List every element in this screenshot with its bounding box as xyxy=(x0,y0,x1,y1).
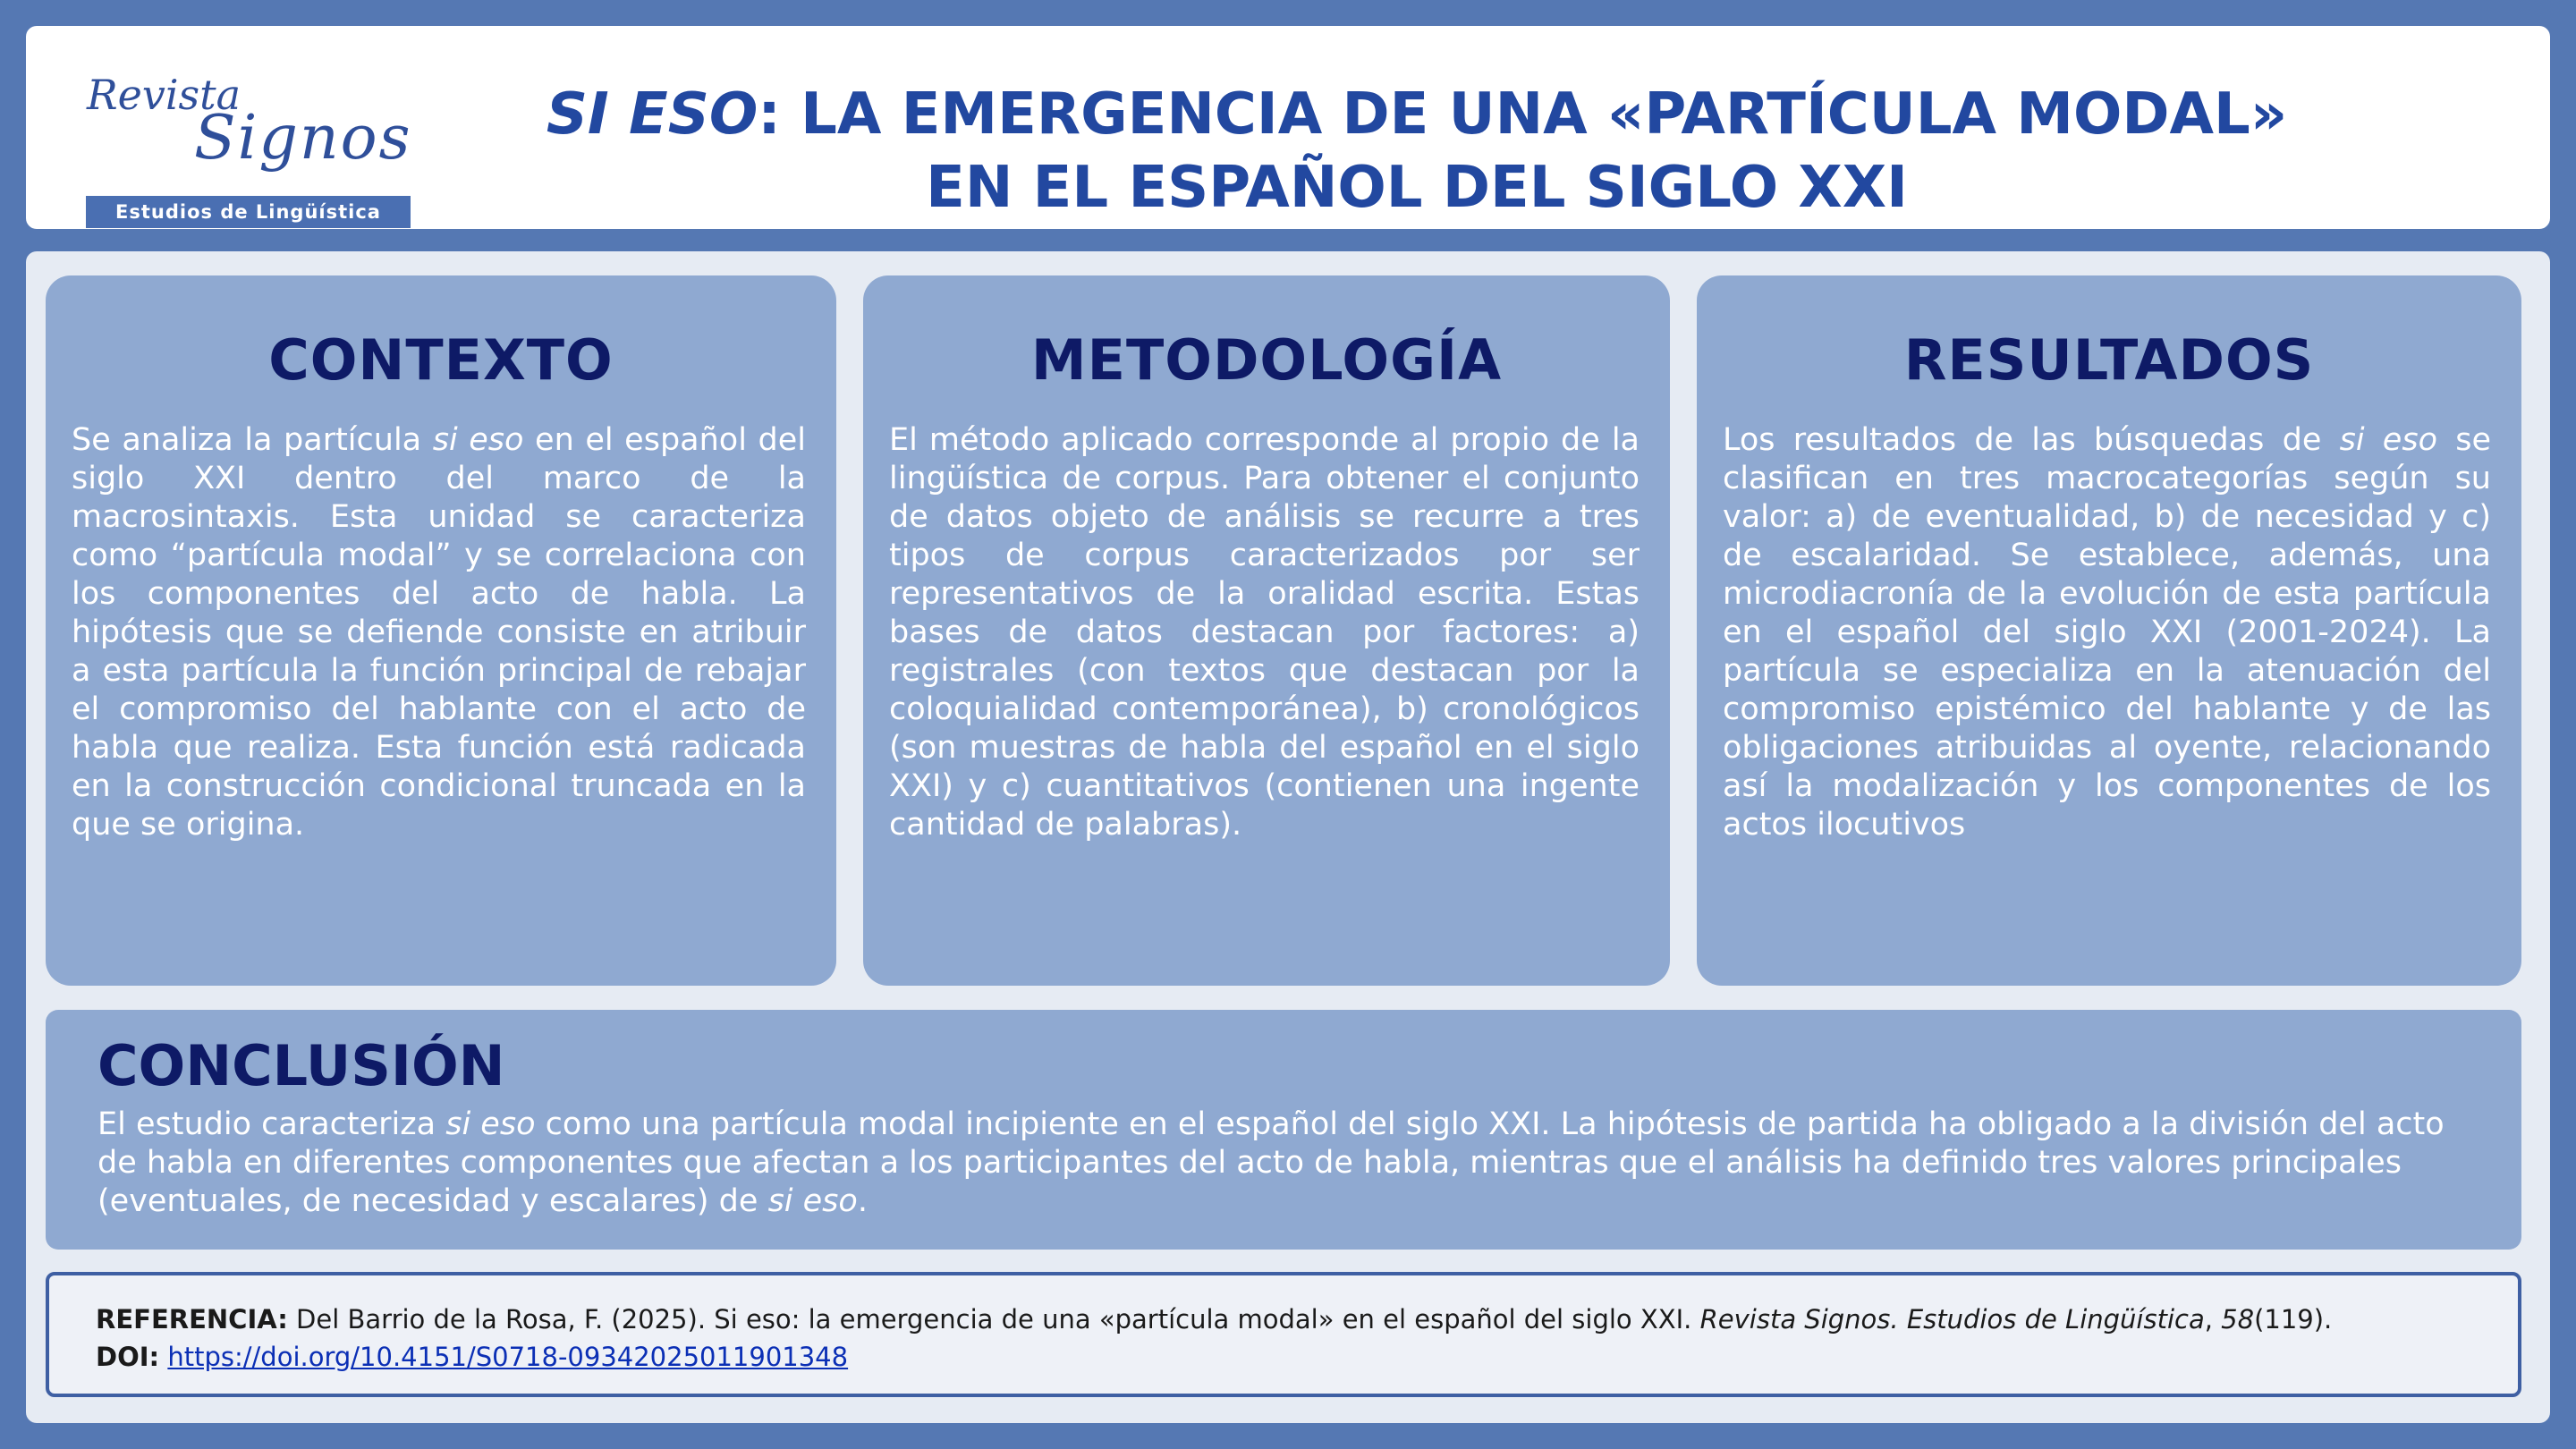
conclusion-heading: CONCLUSIÓN xyxy=(97,1033,505,1098)
resultados-text: Los resultados de las búsquedas de si eso se clasifican en tres macrocategorías según su valor: a) de eventualidad, b) de necesidad y c) de escalaridad. Se establece, además, una microdiacronía de la evolución de esta partícula en el español del siglo XXI (2001-2024). La partícula se especializa en la atenuación del compromiso epistémico del hablante y de las obligaciones atribuidas al oyente, relacionando así la modalización y los componentes de los actos ilocutivos xyxy=(1723,422,2491,843)
conclusion-card xyxy=(46,1010,2521,1250)
journal-logo xyxy=(60,53,412,223)
contexto-heading: CONTEXTO xyxy=(268,327,614,393)
doi-label: DOI: xyxy=(96,1342,160,1372)
logo-subtitle: Estudios de Lingüística xyxy=(86,196,411,228)
reference-box xyxy=(46,1272,2521,1397)
doi-line xyxy=(96,1338,2518,1376)
page-title xyxy=(509,78,2325,225)
logo-signos: Signos xyxy=(194,103,412,174)
title-emphasis: SI ESO xyxy=(546,81,758,148)
title-line1: : LA EMERGENCIA DE UNA «PARTÍCULA MODAL» xyxy=(758,81,2288,148)
content-panel xyxy=(26,251,2550,1423)
reference-label: REFERENCIA: xyxy=(96,1304,288,1335)
contexto-card xyxy=(46,275,836,986)
metodologia-text: El método aplicado corresponde al propio de la lingüística de corpus. Para obtener el conjunto de datos objeto de análisis se recurre a tres tipos de corpus caracterizados por ser representativos de la oralidad escrita. Estas bases de datos destacan por factores: a) registrales (con textos que destacan por la coloquialidad contemporánea), b) cronológicos (son muestras de habla del español en el siglo XXI) y c) cuantitativos (contienen una ingente cantidad de palabras). xyxy=(889,422,1640,843)
metodologia-card xyxy=(863,275,1670,986)
logo-revista: Revista xyxy=(87,71,242,119)
title-line2: EN EL ESPAÑOL DEL SIGLO XXI xyxy=(926,155,1908,221)
resultados-card xyxy=(1697,275,2521,986)
resultados-heading: RESULTADOS xyxy=(1903,327,2315,393)
metodologia-heading: METODOLOGÍA xyxy=(1030,327,1503,393)
doi-link[interactable]: https://doi.org/10.4151/S0718-09342025011901348 xyxy=(167,1342,849,1372)
contexto-text: Se analiza la partícula si eso en el español del siglo XXI dentro del marco de la macrosintaxis. Esta unidad se caracteriza como “partícula modal” y se correlaciona con los componentes del acto de habla. La hipótesis que se defiende consiste en atribuir a esta partícula la función principal de rebajar el compromiso del hablante con el acto de habla que realiza. Esta función está radicada en la construcción condicional truncada en la que se origina. xyxy=(72,422,806,843)
reference-line: REFERENCIA: Del Barrio de la Rosa, F. (2025). Si eso: la emergencia de una «partícula modal» en el español del siglo XXI. Revista Signos. Estudios de Lingüística, 58(119). xyxy=(96,1304,2333,1335)
header xyxy=(26,26,2550,229)
conclusion-text: El estudio caracteriza si eso como una partícula modal incipiente en el español del siglo XXI. La hipótesis de partida ha obligado a la división del acto de habla en diferentes componentes que afectan a los participantes del acto de habla, mientras que el análisis ha definido tres valores principales (eventuales, de necesidad y escalares) de si eso. xyxy=(97,1106,2445,1219)
